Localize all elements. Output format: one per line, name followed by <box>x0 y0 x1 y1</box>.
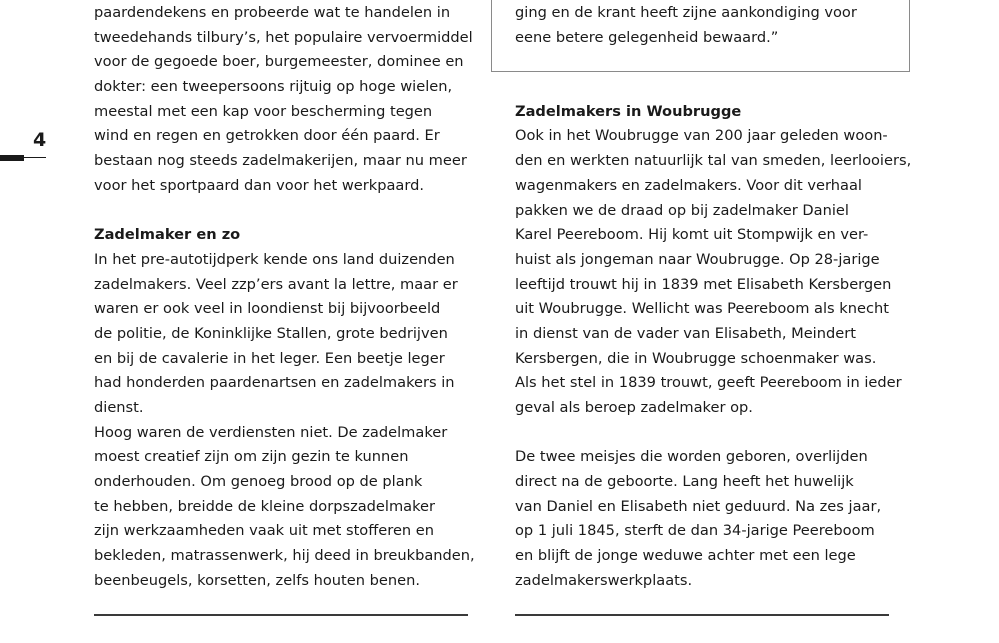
text-line: Hoog waren de verdiensten niet. De zadelmaker <box>94 423 448 441</box>
text-line: waren er ook veel in loondienst bij bijvoorbeeld <box>94 300 441 318</box>
text-line: eene betere gelegenheid bewaard.” <box>515 28 779 46</box>
text-line: Kersbergen, die in Woubrugge schoenmaker was. <box>515 349 877 367</box>
text-line: wagenmakers en zadelmakers. Voor dit verhaal <box>515 176 862 194</box>
text-line: Karel Peereboom. Hij komt uit Stompwijk en ver- <box>515 226 869 244</box>
text-line: had honderden paardenartsen en zadelmakers in <box>94 374 455 392</box>
text-line: geval als beroep zadelmaker op. <box>515 399 753 416</box>
page-marker-rule <box>24 157 46 158</box>
text-line: beenbeugels, korsetten, zelfs houten benen. <box>94 571 420 589</box>
text-line: De twee meisjes die worden geboren, overlijden <box>515 448 868 466</box>
section-heading-zadelmakers-in-woubrugge: Zadelmakers in Woubrugge <box>515 102 742 120</box>
right-column <box>515 1 912 594</box>
section-heading-zadelmaker-en-zo: Zadelmaker en zo <box>94 226 241 244</box>
left-column <box>94 1 474 594</box>
text-line: moest creatief zijn om zijn gezin te kunnen <box>94 448 409 466</box>
text-line: en blijft de jonge weduwe achter met een lege <box>515 547 856 565</box>
paragraph-gap <box>515 50 895 75</box>
text-line: te hebben, breidde de kleine dorpszadelmaker <box>94 497 436 515</box>
text-line: voor het sportpaard dan voor het werkpaard. <box>94 176 425 194</box>
text-line: paardendekens en probeerde wat te handelen in <box>94 4 451 21</box>
text-line: leeftijd trouwt hij in 1839 met Elisabeth Kersbergen <box>515 275 892 293</box>
text-line: dienst. <box>94 399 144 416</box>
page-number: 4 <box>33 129 47 151</box>
text-line: van Daniel en Elisabeth niet geduurd. Na zes jaar, <box>515 497 882 515</box>
right-paragraph-2 <box>515 445 895 593</box>
text-line: in dienst van de vader van Elisabeth, Meindert <box>515 324 856 342</box>
text-line: ging en de krant heeft zijne aankondiging voor <box>515 4 857 21</box>
paragraph-gap <box>94 199 474 224</box>
text-line: zijn werkzaamheden vaak uit met stofferen en <box>94 522 435 540</box>
text-line: onderhouden. Om genoeg brood op de plank <box>94 473 423 491</box>
bottom-rule-right <box>515 614 889 616</box>
left-paragraph-3 <box>94 421 474 594</box>
text-line: bestaan nog steeds zadelmakerijen, maar nu meer <box>94 152 467 170</box>
text-line: uit Woubrugge. Wellicht was Peereboom als knecht <box>515 300 889 318</box>
text-line: zadelmakers. Veel zzp’ers avant la lettre, maar er <box>94 275 458 293</box>
text-line: meestal met een kap voor bescherming tegen <box>94 102 433 120</box>
text-line: pakken we de draad op bij zadelmaker Daniel <box>515 201 849 219</box>
paragraph-gap <box>515 75 895 100</box>
text-line: dokter: een tweepersoons rijtuig op hoge wielen, <box>94 78 453 96</box>
text-line: wind en regen en getrokken door één paard. Er <box>94 127 440 145</box>
text-line: op 1 juli 1845, sterft de dan 34-jarige Peereboom <box>515 522 875 540</box>
bottom-rule-left <box>94 614 468 616</box>
text-line: Als het stel in 1839 trouwt, geeft Peereboom in ieder <box>515 374 902 392</box>
text-line: voor de gegoede boer, burgemeester, dominee en <box>94 53 464 71</box>
text-line: den en werkten natuurlijk tal van smeden, leerlooiers, <box>515 152 912 170</box>
right-paragraph-1 <box>515 124 912 420</box>
text-line: direct na de geboorte. Lang heeft het huwelijk <box>515 473 854 491</box>
text-line: zadelmakerswerkplaats. <box>515 571 693 589</box>
left-paragraph-2 <box>94 248 474 421</box>
text-line: en bij de cavalerie in het leger. Een beetje leger <box>94 349 445 367</box>
text-line: In het pre-autotijdperk kende ons land duizenden <box>94 250 455 268</box>
page-marker-bar <box>0 155 24 161</box>
paragraph-gap <box>515 421 895 446</box>
text-line: de politie, de Koninklijke Stallen, grote bedrijven <box>94 324 448 342</box>
text-line: Ook in het Woubrugge van 200 jaar geleden woon- <box>515 127 888 145</box>
left-paragraph-1 <box>94 1 474 199</box>
text-line: tweedehands tilbury’s, het populaire vervoermiddel <box>94 28 473 46</box>
text-line: huist als jongeman naar Woubrugge. Op 28-jarige <box>515 250 880 268</box>
quote-continuation <box>515 1 895 50</box>
text-line: bekleden, matrassenwerk, hij deed in breukbanden, <box>94 547 475 565</box>
